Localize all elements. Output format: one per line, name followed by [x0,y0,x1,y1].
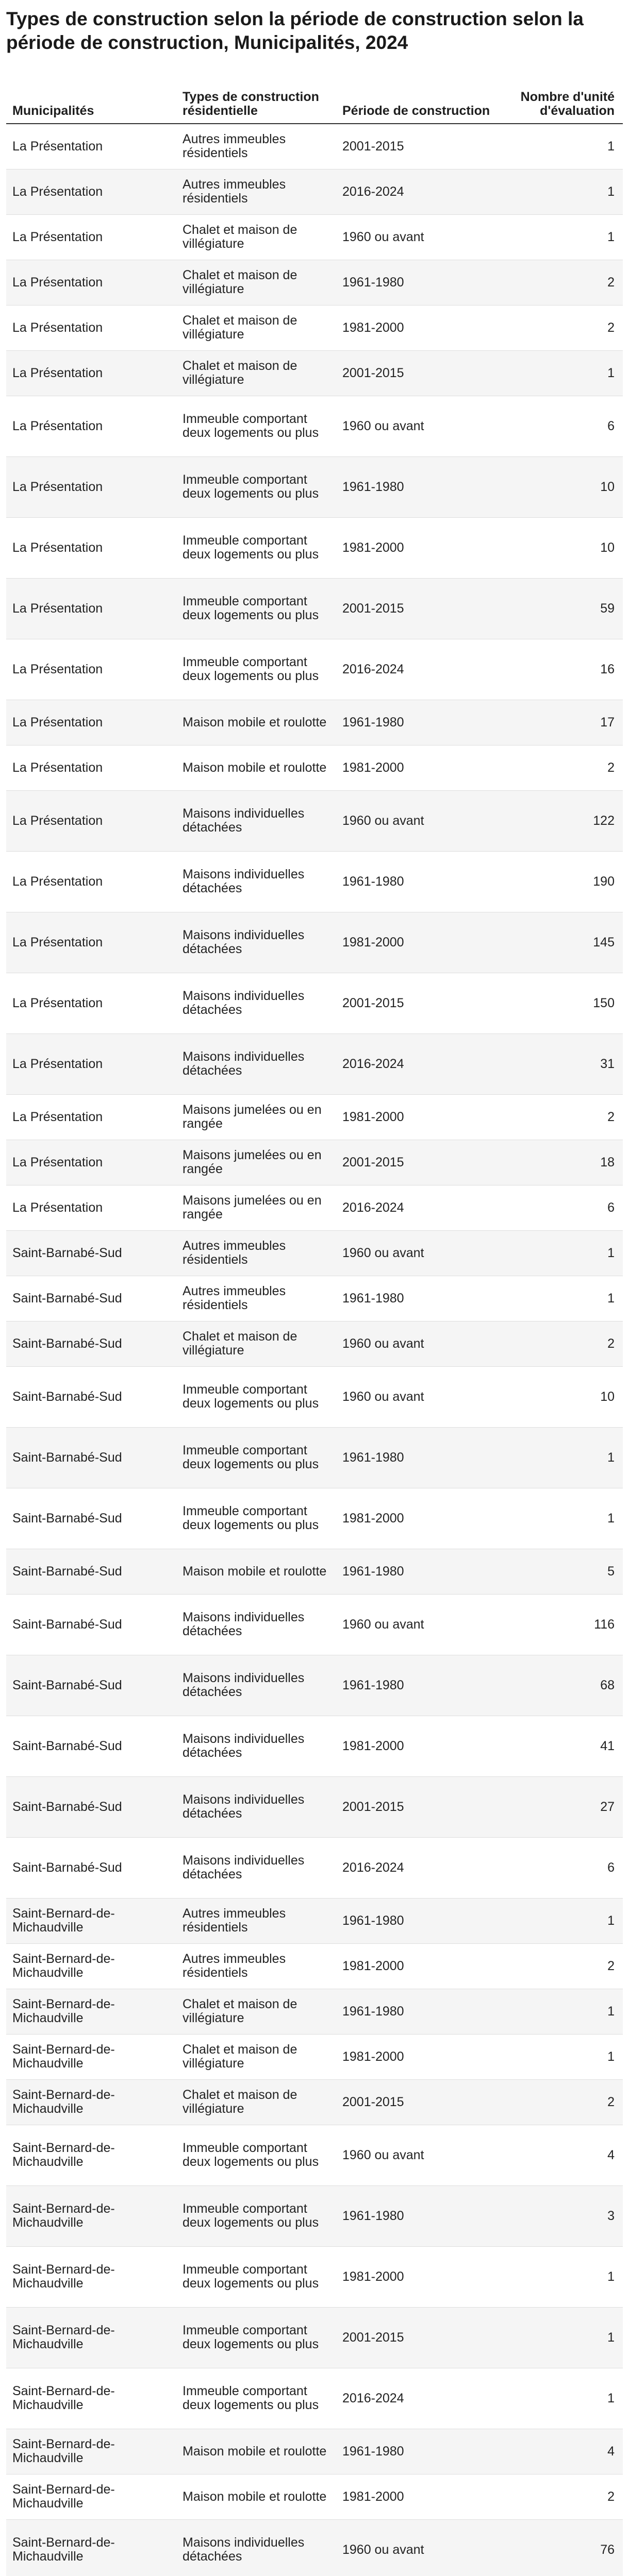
table-row [6,2125,623,2185]
cell-municipalite: La Présentation [6,912,176,973]
table-row [6,851,623,912]
table-row [6,1033,623,1094]
table-row [6,396,623,456]
table-row [6,2307,623,2368]
cell-municipalite: La Présentation [6,396,176,456]
table-row [6,973,623,1033]
cell-municipalite: Saint-Barnabé-Sud [6,1655,176,1716]
cell-type-construction: Maisons individuelles détachées [176,851,336,912]
page-title: Types de construction selon la période de construction selon la période de construction, Municipalités, 2024 [6,8,584,53]
cell-nombre-unites: 2 [511,2079,623,2125]
table-row [6,1185,623,1230]
cell-periode: 1981-2000 [336,2034,511,2079]
table-row [6,1989,623,2034]
cell-municipalite: La Présentation [6,639,176,700]
table-row [6,2474,623,2519]
table-row [6,2246,623,2307]
cell-periode: 1981-2000 [336,912,511,973]
table-row [6,1427,623,1488]
cell-nombre-unites: 68 [511,1655,623,1716]
cell-periode: 1960 ou avant [336,2125,511,2185]
table-row [6,1776,623,1837]
cell-type-construction: Maison mobile et roulotte [176,2474,336,2519]
table-row [6,1276,623,1321]
cell-periode: 2001-2015 [336,2079,511,2125]
cell-type-construction: Autres immeubles résidentiels [176,1943,336,1989]
cell-type-construction: Chalet et maison de villégiature [176,260,336,305]
cell-nombre-unites: 4 [511,2429,623,2474]
cell-periode: 1981-2000 [336,2246,511,2307]
cell-periode: 1960 ou avant [336,1594,511,1655]
cell-nombre-unites: 145 [511,912,623,973]
table-row [6,169,623,214]
cell-municipalite: Saint-Barnabé-Sud [6,1837,176,1898]
cell-nombre-unites: 1 [511,350,623,396]
table-row [6,1898,623,1943]
cell-municipalite: Saint-Bernard-de-Michaudville [6,2519,176,2576]
cell-nombre-unites: 1 [511,1488,623,1549]
cell-periode: 2016-2024 [336,1033,511,1094]
cell-type-construction: Immeuble comportant deux logements ou plus [176,2368,336,2429]
cell-nombre-unites: 6 [511,396,623,456]
cell-nombre-unites: 2 [511,1943,623,1989]
column-header-nombre-unites[interactable]: Nombre d'unité d'évaluation [511,66,623,124]
table-row [6,517,623,578]
cell-type-construction: Autres immeubles résidentiels [176,124,336,169]
cell-nombre-unites: 2 [511,1321,623,1366]
table-row [6,1094,623,1140]
cell-nombre-unites: 27 [511,1776,623,1837]
cell-nombre-unites: 1 [511,2368,623,2429]
cell-municipalite: Saint-Bernard-de-Michaudville [6,2185,176,2246]
cell-type-construction: Autres immeubles résidentiels [176,1276,336,1321]
cell-municipalite: La Présentation [6,305,176,350]
cell-periode: 1961-1980 [336,260,511,305]
cell-periode: 1961-1980 [336,700,511,745]
cell-periode: 1981-2000 [336,517,511,578]
cell-nombre-unites: 17 [511,700,623,745]
cell-nombre-unites: 6 [511,1837,623,1898]
cell-nombre-unites: 2 [511,2474,623,2519]
cell-nombre-unites: 10 [511,456,623,517]
cell-type-construction: Autres immeubles résidentiels [176,1898,336,1943]
cell-municipalite: Saint-Bernard-de-Michaudville [6,1989,176,2034]
cell-nombre-unites: 1 [511,124,623,169]
cell-periode: 1960 ou avant [336,1366,511,1427]
table-row [6,1655,623,1716]
cell-nombre-unites: 2 [511,745,623,790]
cell-periode: 1960 ou avant [336,790,511,851]
table-row [6,2429,623,2474]
cell-municipalite: La Présentation [6,260,176,305]
cell-nombre-unites: 5 [511,1549,623,1594]
cell-nombre-unites: 41 [511,1716,623,1776]
table-row [6,2368,623,2429]
cell-periode: 1961-1980 [336,1276,511,1321]
cell-nombre-unites: 18 [511,1140,623,1185]
cell-nombre-unites: 1 [511,1989,623,2034]
cell-nombre-unites: 2 [511,305,623,350]
cell-municipalite: Saint-Bernard-de-Michaudville [6,1943,176,1989]
cell-nombre-unites: 4 [511,2125,623,2185]
cell-type-construction: Immeuble comportant deux logements ou plus [176,517,336,578]
cell-periode: 1961-1980 [336,2185,511,2246]
cell-type-construction: Immeuble comportant deux logements ou plus [176,1366,336,1427]
cell-nombre-unites: 2 [511,1094,623,1140]
cell-nombre-unites: 2 [511,260,623,305]
table-row [6,124,623,169]
cell-periode: 2016-2024 [336,2368,511,2429]
cell-municipalite: Saint-Barnabé-Sud [6,1776,176,1837]
header-row [6,66,623,124]
cell-type-construction: Chalet et maison de villégiature [176,350,336,396]
table-row [6,260,623,305]
cell-municipalite: Saint-Barnabé-Sud [6,1549,176,1594]
cell-municipalite: La Présentation [6,214,176,260]
cell-nombre-unites: 76 [511,2519,623,2576]
cell-municipalite: La Présentation [6,1094,176,1140]
cell-nombre-unites: 1 [511,1427,623,1488]
cell-nombre-unites: 10 [511,517,623,578]
cell-periode: 2016-2024 [336,1185,511,1230]
cell-nombre-unites: 6 [511,1185,623,1230]
cell-type-construction: Maisons individuelles détachées [176,973,336,1033]
table-row [6,1716,623,1776]
table-row [6,578,623,639]
table-row [6,1140,623,1185]
cell-periode: 1960 ou avant [336,2519,511,2576]
table-row [6,1321,623,1366]
cell-nombre-unites: 1 [511,1276,623,1321]
table-row [6,1230,623,1276]
cell-periode: 2001-2015 [336,1140,511,1185]
cell-periode: 1960 ou avant [336,1321,511,1366]
cell-municipalite: Saint-Bernard-de-Michaudville [6,2246,176,2307]
table-row [6,1549,623,1594]
table-row [6,790,623,851]
cell-type-construction: Maisons individuelles détachées [176,1837,336,1898]
cell-periode: 2001-2015 [336,350,511,396]
table-row [6,2079,623,2125]
cell-municipalite: La Présentation [6,517,176,578]
cell-municipalite: Saint-Barnabé-Sud [6,1366,176,1427]
cell-periode: 1960 ou avant [336,396,511,456]
cell-type-construction: Maisons individuelles détachées [176,1776,336,1837]
cell-periode: 2001-2015 [336,973,511,1033]
cell-type-construction: Maisons jumelées ou en rangée [176,1094,336,1140]
cell-municipalite: La Présentation [6,169,176,214]
cell-type-construction: Immeuble comportant deux logements ou plus [176,396,336,456]
cell-municipalite: Saint-Barnabé-Sud [6,1230,176,1276]
cell-periode: 1961-1980 [336,1898,511,1943]
cell-type-construction: Maisons individuelles détachées [176,1594,336,1655]
cell-municipalite: Saint-Barnabé-Sud [6,1427,176,1488]
cell-type-construction: Maisons individuelles détachées [176,790,336,851]
cell-nombre-unites: 1 [511,214,623,260]
cell-periode: 1961-1980 [336,2429,511,2474]
cell-type-construction: Maisons individuelles détachées [176,1033,336,1094]
cell-periode: 2016-2024 [336,169,511,214]
data-table [6,66,623,2576]
cell-periode: 1961-1980 [336,1427,511,1488]
cell-periode: 1961-1980 [336,851,511,912]
table-row [6,912,623,973]
cell-periode: 1961-1980 [336,1655,511,1716]
cell-periode: 2016-2024 [336,639,511,700]
cell-municipalite: Saint-Barnabé-Sud [6,1488,176,1549]
cell-municipalite: La Présentation [6,1185,176,1230]
cell-nombre-unites: 1 [511,1230,623,1276]
cell-type-construction: Immeuble comportant deux logements ou plus [176,456,336,517]
cell-periode: 2001-2015 [336,1776,511,1837]
cell-municipalite: Saint-Bernard-de-Michaudville [6,2429,176,2474]
cell-municipalite: Saint-Bernard-de-Michaudville [6,2474,176,2519]
cell-type-construction: Chalet et maison de villégiature [176,1989,336,2034]
cell-type-construction: Maisons individuelles détachées [176,1655,336,1716]
cell-nombre-unites: 1 [511,2034,623,2079]
column-header-periode[interactable]: Période de construction [336,66,511,124]
cell-nombre-unites: 3 [511,2185,623,2246]
table-row [6,350,623,396]
table-row [6,2034,623,2079]
table-body [6,124,623,2576]
cell-municipalite: La Présentation [6,790,176,851]
cell-type-construction: Maisons individuelles détachées [176,2519,336,2576]
page [6,0,623,2576]
table-row [6,1943,623,1989]
cell-type-construction: Immeuble comportant deux logements ou plus [176,1488,336,1549]
cell-municipalite: Saint-Barnabé-Sud [6,1276,176,1321]
cell-municipalite: Saint-Bernard-de-Michaudville [6,2125,176,2185]
cell-municipalite: Saint-Bernard-de-Michaudville [6,1898,176,1943]
cell-municipalite: La Présentation [6,1140,176,1185]
cell-municipalite: Saint-Bernard-de-Michaudville [6,2079,176,2125]
cell-periode: 2001-2015 [336,124,511,169]
column-header-municipalites[interactable]: Municipalités [6,66,176,124]
cell-periode: 1981-2000 [336,1488,511,1549]
cell-periode: 1960 ou avant [336,1230,511,1276]
table-row [6,2519,623,2576]
cell-type-construction: Immeuble comportant deux logements ou plus [176,1427,336,1488]
cell-type-construction: Maison mobile et roulotte [176,700,336,745]
table-row [6,1366,623,1427]
cell-periode: 1981-2000 [336,1716,511,1776]
cell-municipalite: Saint-Bernard-de-Michaudville [6,2307,176,2368]
cell-type-construction: Chalet et maison de villégiature [176,2079,336,2125]
cell-periode: 2016-2024 [336,1837,511,1898]
cell-municipalite: La Présentation [6,456,176,517]
cell-municipalite: La Présentation [6,124,176,169]
column-header-type-construction[interactable]: Types de construction résidentielle [176,66,336,124]
cell-type-construction: Maisons individuelles détachées [176,1716,336,1776]
cell-municipalite: La Présentation [6,578,176,639]
table-row [6,214,623,260]
cell-municipalite: La Présentation [6,973,176,1033]
cell-periode: 1961-1980 [336,1989,511,2034]
cell-periode: 1981-2000 [336,2474,511,2519]
cell-type-construction: Chalet et maison de villégiature [176,305,336,350]
cell-nombre-unites: 150 [511,973,623,1033]
table-header [6,66,623,124]
cell-nombre-unites: 1 [511,169,623,214]
cell-type-construction: Maison mobile et roulotte [176,745,336,790]
table-row [6,456,623,517]
cell-periode: 1981-2000 [336,305,511,350]
cell-nombre-unites: 31 [511,1033,623,1094]
cell-nombre-unites: 59 [511,578,623,639]
cell-type-construction: Maisons individuelles détachées [176,912,336,973]
cell-periode: 1981-2000 [336,1094,511,1140]
cell-type-construction: Autres immeubles résidentiels [176,1230,336,1276]
cell-type-construction: Immeuble comportant deux logements ou plus [176,2307,336,2368]
cell-type-construction: Autres immeubles résidentiels [176,169,336,214]
cell-municipalite: Saint-Barnabé-Sud [6,1321,176,1366]
cell-type-construction: Chalet et maison de villégiature [176,2034,336,2079]
table-row [6,639,623,700]
cell-type-construction: Chalet et maison de villégiature [176,1321,336,1366]
cell-periode: 2001-2015 [336,2307,511,2368]
table-row [6,305,623,350]
cell-periode: 1961-1980 [336,456,511,517]
cell-municipalite: Saint-Barnabé-Sud [6,1594,176,1655]
cell-municipalite: La Présentation [6,700,176,745]
cell-type-construction: Chalet et maison de villégiature [176,214,336,260]
table-row [6,1594,623,1655]
cell-nombre-unites: 1 [511,1898,623,1943]
cell-periode: 1960 ou avant [336,214,511,260]
cell-type-construction: Immeuble comportant deux logements ou plus [176,639,336,700]
table-row [6,1837,623,1898]
cell-municipalite: La Présentation [6,1033,176,1094]
cell-nombre-unites: 122 [511,790,623,851]
table-row [6,745,623,790]
table-row [6,1488,623,1549]
cell-nombre-unites: 190 [511,851,623,912]
cell-type-construction: Maison mobile et roulotte [176,1549,336,1594]
cell-municipalite: La Présentation [6,350,176,396]
table-row [6,2185,623,2246]
cell-municipalite: La Présentation [6,745,176,790]
cell-nombre-unites: 16 [511,639,623,700]
cell-type-construction: Maisons jumelées ou en rangée [176,1185,336,1230]
cell-type-construction: Immeuble comportant deux logements ou plus [176,578,336,639]
cell-type-construction: Immeuble comportant deux logements ou plus [176,2125,336,2185]
cell-nombre-unites: 10 [511,1366,623,1427]
table-row [6,700,623,745]
cell-type-construction: Immeuble comportant deux logements ou plus [176,2185,336,2246]
cell-type-construction: Maison mobile et roulotte [176,2429,336,2474]
cell-periode: 2001-2015 [336,578,511,639]
cell-municipalite: Saint-Barnabé-Sud [6,1716,176,1776]
cell-municipalite: Saint-Bernard-de-Michaudville [6,2034,176,2079]
cell-type-construction: Immeuble comportant deux logements ou plus [176,2246,336,2307]
cell-municipalite: La Présentation [6,851,176,912]
cell-nombre-unites: 1 [511,2246,623,2307]
cell-nombre-unites: 116 [511,1594,623,1655]
cell-nombre-unites: 1 [511,2307,623,2368]
cell-type-construction: Maisons jumelées ou en rangée [176,1140,336,1185]
cell-municipalite: Saint-Bernard-de-Michaudville [6,2368,176,2429]
cell-periode: 1961-1980 [336,1549,511,1594]
cell-periode: 1981-2000 [336,1943,511,1989]
cell-periode: 1981-2000 [336,745,511,790]
